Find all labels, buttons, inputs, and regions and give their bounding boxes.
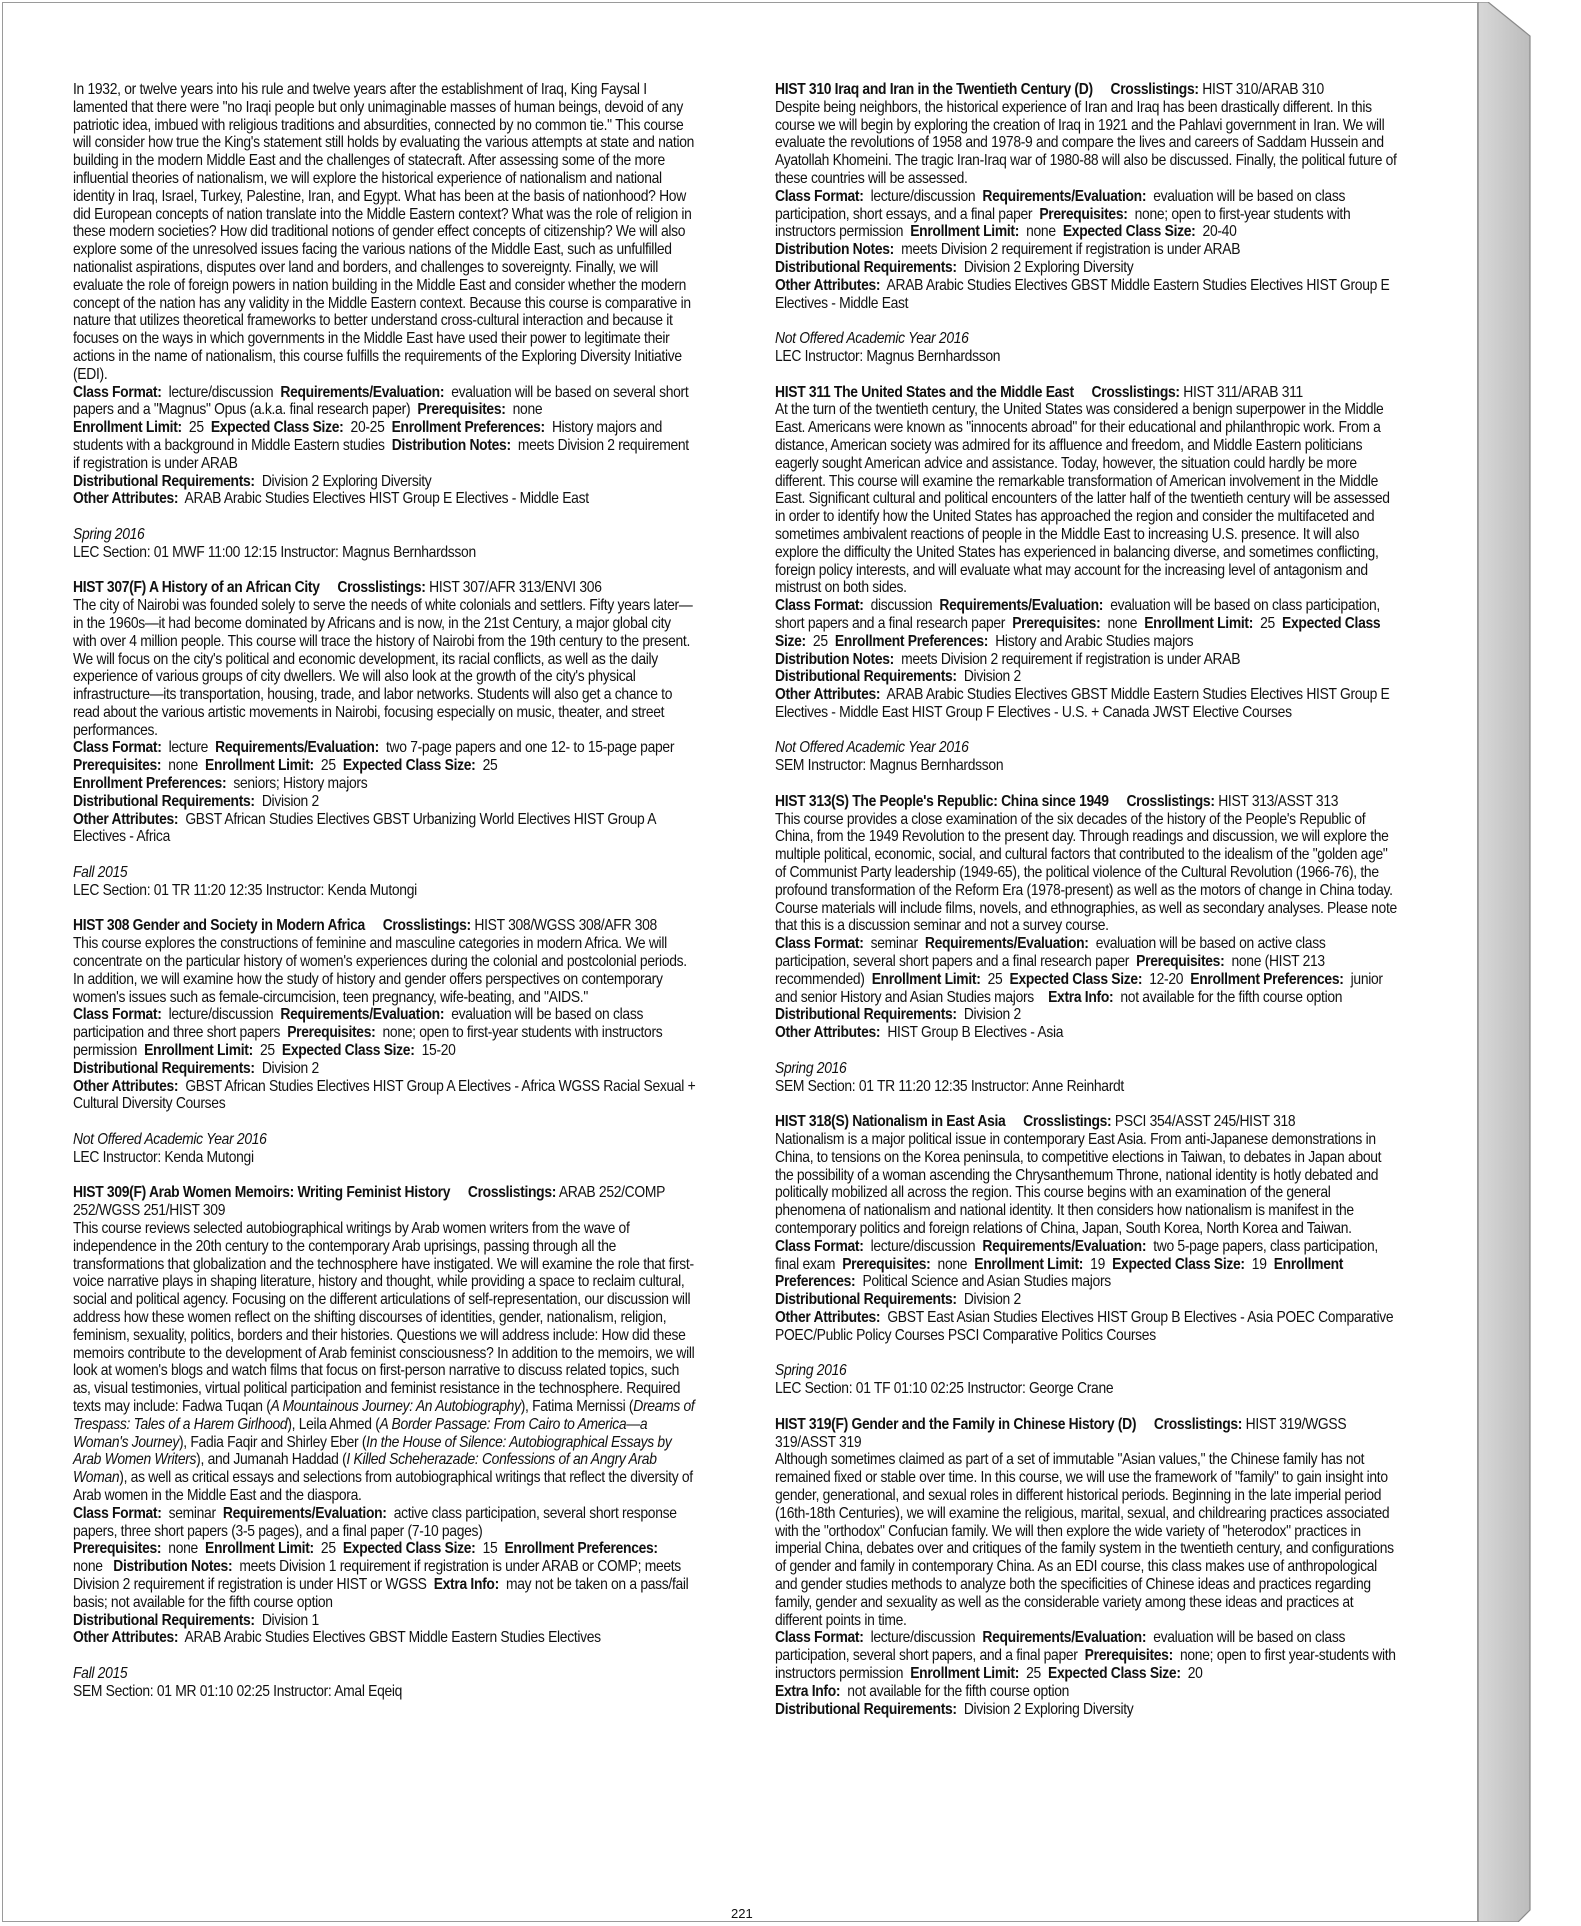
course-details: Class Format: lecture/discussion Requirements/Evaluation: evaluation will be based on several short papers and a "Magnus" Opus (a.k.a. final research paper) Prerequisites: none Enrollment Limit: 25 Expected Class Size: 20-25 Enrollment Preferences: History majors and students with a background in Middle Eastern studies Distribution Notes: meets Division 2 requirement if registration is under ARAB Distributional Requirements: Division 2 Exploring Diversity Other Attributes: ARAB Arabic Studies Electives HIST Group E Electives - Middle East bbox=[73, 383, 689, 508]
course-description: Although sometimes claimed as part of a set of immutable "Asian values," the Chinese family has not remained fixed or stable over time. In this course, we will use the framework of "family" to gain insight into gender, generational, and sexual roles in different historical periods. Beginning in the late imperial period (16th-18th Centuries), we will examine the religious, marital, sexual, and childrearing practices associated with the "orthodox" Confucian family. We will then explore the wide variety of "heterodox" practices in imperial China, debates over and critiques of the family system in the twentieth century, and configurations of gender and family in contemporary China. As an EDI course, this class makes use of anthropological and gender studies methods to analyze both the specificities of Chinese ideas and practices regarding family, gender and sexuality as well as the considerable variety among these ideas and practices at different points in time. bbox=[775, 1451, 1394, 1629]
term-label: Fall 2015 bbox=[73, 864, 128, 882]
term-label: Not Offered Academic Year 2016 bbox=[775, 739, 969, 757]
left-column bbox=[73, 81, 696, 1718]
section-info: SEM Instructor: Magnus Bernhardsson bbox=[775, 757, 1004, 775]
section-info: SEM Section: 01 TR 11:20 12:35 Instructor: Anne Reinhardt bbox=[775, 1077, 1124, 1095]
term-label: Spring 2016 bbox=[775, 1059, 847, 1077]
course-title: HIST 318(S) Nationalism in East Asia bbox=[775, 1113, 1006, 1131]
page-stack-edge bbox=[1478, 2, 1540, 1922]
course-title: HIST 307(F) A History of an African City bbox=[73, 579, 320, 597]
course-entry-hist318: HIST 318(S) Nationalism in East Asia Crosslistings: PSCI 354/ASST 245/HIST 318 Nationalism is a major political issue in contemporary East Asia. From anti-Japanese demonstrations in China, to tensions on the Korea peninsula, to competitive elections in Taiwan, to debates in Japan about the possibility of a woman ascending the Chrysanthemum Throne, national identity is hotly debated and politically mobilized all across the region. This course begins with an examination of the general phenomena of nationalism and national identity. It then considers how nationalism is manifest in the contemporary politics and foreign relations of China, Japan, South Korea, North Korea and Taiwan. Class Format: lecture/discussion Requirements/Evaluation: two 5-page papers, class participation, final exam Prerequisites: none Enrollment Limit: 19 Expected Class Size: 19 Enrollment Preferences: Political Science and Asian Studies majors Distributional Requirements: Division 2 Other Attributes: GBST East Asian Studies Electives HIST Group B Electives - Asia POEC Comparative POEC/Public Policy Courses PSCI Comparative Politics Courses bbox=[775, 1113, 1398, 1344]
course-description: Nationalism is a major political issue in contemporary East Asia. From anti-Japanese demonstrations in China, to tensions on the Korea peninsula, to competitive elections in Taiwan, to debates in Japan about the possibility of a woman ascending the Chrysanthemum Throne, national identity is hotly debated and politically mobilized all across the region. This course begins with an examination of the general phenomena of nationalism and national identity. It then considers how nationalism is manifest in the contemporary politics and foreign relations of China, Japan, South Korea, North Korea and Taiwan. bbox=[775, 1131, 1382, 1237]
course-schedule bbox=[73, 1131, 696, 1167]
course-schedule bbox=[775, 739, 1398, 775]
course-description: This course explores the constructions of feminine and masculine categories in modern Africa. We will concentrate on the particular history of women's experiences during the colonial and postcolonial periods. In addition, we will examine how the study of history and gender offers perspectives on contemporary women's issues such as female-circumcision, teen pregnancy, wife-beating, and "AIDS." bbox=[73, 935, 687, 1006]
course-entry-hist319: HIST 319(F) Gender and the Family in Chinese History (D) Crosslistings: HIST 319/WGSS 319/ASST 319 Although sometimes claimed as part of a set of immutable "Asian values," the Chinese family has not remained fixed or stable over time. In this course, we will use the framework of "family" to gain insight into gender, generational, and sexual roles in different historical periods. Beginning in the late imperial period (16th-18th Centuries), we will examine the religious, marital, sexual, and childrearing practices associated with the "orthodox" Confucian family. We will then explore the wide variety of "heterodox" practices in imperial China, debates over and critiques of the family system in the twentieth century, and configurations of gender and family in contemporary China. As an EDI course, this class makes use of anthropological and gender studies methods to analyze both the specificities of Chinese ideas and practices regarding family, gender and sexuality as well as the considerable variety among these ideas and practices at different points in time. Class Format: lecture/discussion Requirements/Evaluation: evaluation will be based on class participation, several short papers, and a final paper Prerequisites: none; open to first year-students with instructors permission Enrollment Limit: 25 Expected Class Size: 20 Extra Info: not available for the fifth course option Distributional Requirements: Division 2 Exploring Diversity bbox=[775, 1416, 1398, 1719]
course-schedule bbox=[73, 1665, 696, 1701]
course-entry-hist313: HIST 313(S) The People's Republic: China since 1949 Crosslistings: HIST 313/ASST 313 This course provides a close examination of the six decades of the history of the People's Republic of China, from the 1949 Revolution to the present day. Through readings and discussion, we will explore the multiple political, economic, social, and cultural factors that contributed to the idealism of the "golden age" of Communist Party leadership (1949-65), the political violence of the Cultural Revolution (1966-76), the profound transformation of the Reform Era (1978-present) as well as the motors of change in China today. Course materials will include films, novels, and ethnographies, as well as secondary analyses. Please note that this is a discussion seminar and not a survey course. Class Format: seminar Requirements/Evaluation: evaluation will be based on active class participation, several short papers and a final research paper Prerequisites: none (HIST 213 recommended) Enrollment Limit: 25 Expected Class Size: 12-20 Enrollment Preferences: junior and senior History and Asian Studies majors Extra Info: not available for the fifth course option Distributional Requirements: Division 2 Other Attributes: HIST Group B Electives - Asia bbox=[775, 792, 1397, 1042]
course-title: HIST 308 Gender and Society in Modern Africa bbox=[73, 917, 365, 935]
course-description: The city of Nairobi was founded solely to serve the needs of white colonials and settlers. Fifty years later—in the 1960s—it had become dominated by Africans and is now, in the 21st Century, a major global city with over 4 million people. This course will trace the history of Nairobi from the 19th century to the present. bbox=[73, 597, 693, 650]
course-title: HIST 309(F) Arab Women Memoirs: Writing Feminist History bbox=[73, 1184, 451, 1202]
course-entry-hist309: HIST 309(F) Arab Women Memoirs: Writing Feminist History Crosslistings: ARAB 252/COMP 252/WGSS 251/HIST 309 This course reviews selected autobiographical writings by Arab women writers from the wave of independence in the 20th century to the contemporary Arab uprisings, passing through all the transformations that globalization and the technosphere have instigated. We will examine the role that first-voice narrative plays in shaping literature, history and thought, while providing a space to reclaim cultural, social and political agency. Focusing on the different articulations of self-representation, our discussion will address how these women reflect on the shifting discourses of identities, gender, nationalism, religion, feminism, sexuality, politics, borders and their histories. Questions we will address include: How did these memoirs contribute to the development of Arab feminist consciousness? In addition to the memoirs, we will look at women's blogs and watch films that focus on first-person narrative to discuss related topics, such as, visual testimonies, virtual political participation and feminist resistance in the technosphere. Required texts may include: Fadwa Tuqan (A Mountainous Journey: An Autobiography), Fatima Mernissi (Dreams of Trespass: Tales of a Harem Girlhood), Leila Ahmed (A Border Passage: From Cairo to America—a Woman's Journey), Fadia Faqir and Shirley Eber (In the House of Silence: Autobiographical Essays by Arab Women Writers), and Jumanah Haddad (I Killed Scheherazade: Confessions of an Angry Arab Woman), as well as critical essays and selections from autobiographical writings that reflect the diversity of Arab women in the Middle East and the diaspora. Class Format: seminar Requirements/Evaluation: active class participation, several short response papers, three short papers (3-5 pages), and a final paper (7-10 pages) Prerequisites: none Enrollment Limit: 25 Expected Class Size: 15 Enrollment Preferences: none Distribution Notes: meets Division 1 requirement if registration is under ARAB or COMP; meets Division 2 requirement if registration is under HIST or WGSS Extra Info: may not be taken on a pass/fail basis; not available for the fifth course option Distributional Requirements: Division 1 Other Attributes: ARAB Arabic Studies Electives GBST Middle Eastern Studies Electives bbox=[73, 1184, 695, 1647]
term-label: Fall 2015 bbox=[73, 1664, 128, 1682]
section-info: LEC Instructor: Kenda Mutongi bbox=[73, 1148, 254, 1166]
section-info: LEC Section: 01 MWF 11:00 12:15 Instructor: Magnus Bernhardsson bbox=[73, 543, 476, 561]
term-label: Spring 2016 bbox=[775, 1362, 847, 1380]
right-column bbox=[775, 81, 1398, 1736]
term-label: Not Offered Academic Year 2016 bbox=[775, 330, 969, 348]
section-info: LEC Section: 01 TF 01:10 02:25 Instructor: George Crane bbox=[775, 1380, 1114, 1398]
page-number: 221 bbox=[731, 1906, 753, 1921]
course-title: HIST 319(F) Gender and the Family in Chinese History (D) bbox=[775, 1415, 1137, 1433]
course-entry-hist310: HIST 310 Iraq and Iran in the Twentieth Century (D) Crosslistings: HIST 310/ARAB 310 Despite being neighbors, the historical experience of Iran and Iraq has been drastically different. In this course we will begin by exploring the creation of Iraq in 1921 and the Pahlavi government in Iran. We will evaluate the revolutions of 1958 and 1978-9 and compare the lives and careers of Saddam Hussein and Ayatollah Khomeini. The tragic Iran-Iraq war of 1980-88 will also be discussed. Finally, the political future of these countries will be assessed. Class Format: lecture/discussion Requirements/Evaluation: evaluation will be based on class participation, short essays, and a final paper Prerequisites: none; open to first-year students with instructors permission Enrollment Limit: none Expected Class Size: 20-40 Distribution Notes: meets Division 2 requirement if registration is under ARAB Distributional Requirements: Division 2 Exploring Diversity Other Attributes: ARAB Arabic Studies Electives GBST Middle Eastern Studies Electives HIST Group E Electives - Middle East bbox=[775, 81, 1397, 312]
course-title: HIST 311 The United States and the Middle East bbox=[775, 383, 1074, 401]
course-entry-hist311: HIST 311 The United States and the Middle East Crosslistings: HIST 311/ARAB 311 At the turn of the twentieth century, the United States was considered a benign superpower in the Middle East. Americans were known as "innocents abroad" for their educational and philanthropic work. From a distance, American society was admired for its affluence and freedom, and Middle Eastern politicians eagerly sought American advice and assistance. Today, however, the situation could hardly be more different. This course will examine the remarkable transformation of American involvement in the Middle East. Significant cultural and political encounters of the latter half of the twentieth century will be assessed in order to identify how the United States has approached the region and consider the multifaceted and sometimes ambivalent reactions of people in the Middle East to increasing U.S. presence. It will also explore the difficulty the United States has experienced in balancing diverse, and sometimes conflicting, foreign policy interests, and will evaluate what may account for the increasing level of antagonism and mistrust on both sides. Class Format: discussion Requirements/Evaluation: evaluation will be based on class participation, short papers and a final research paper Prerequisites: none Enrollment Limit: 25 Expected Class Size: 25 Enrollment Preferences: History and Arabic Studies majors Distribution Notes: meets Division 2 requirement if registration is under ARAB Distributional Requirements: Division 2 Other Attributes: ARAB Arabic Studies Electives GBST Middle Eastern Studies Electives HIST Group E Electives - Middle East HIST Group F Electives - U.S. + Canada JWST Elective Courses bbox=[775, 384, 1398, 722]
crosslistings: HIST 308/WGSS 308/AFR 308 bbox=[474, 917, 657, 935]
course-entry-continued bbox=[73, 81, 696, 508]
course-details: Class Format: lecture Requirements/Evaluation: two 7-page papers and one 12- to 15-page paper Prerequisites: none Enrollment Limit: 25 Expected Class Size: 25 Enrollment Preferences: seniors; History majors Distributional Requirements: Division 2 Other Attributes: GBST African Studies Electives GBST Urbanizing World Electives HIST Group A Electives - Africa bbox=[73, 739, 675, 846]
crosslistings: HIST 313/ASST 313 bbox=[1218, 792, 1339, 810]
course-description: In 1932, or twelve years into his rule and twelve years after the establishment of Iraq, King Faysal I lamented that there were "no Iraqi people but only unimaginable masses of human beings, devoid of any patriotic idea, imbued with religious traditions and absurdities, connected by no common tie." This course will consider how true the King's statement still holds by evaluating the various attempts at state and nation building in the modern Middle East and the challenges of statecraft. After assessing some of the more influential theories of nationalism, we will explore the historical experience of nationalism and national identity in Iraq, Israel, Turkey, Palestine, Iran, and Egypt. What has been at the basis of nationhood? How did European concepts of nation translate into the Middle Eastern context? What was the role of religion in these modern societies? How did traditional notions of gender effect concepts of citizenship? We will also explore some of the unresolved issues facing the various nations of the Middle East, such as unfulfilled nationalist aspirations, disputes over land and borders, and challenges to sovereignty. Finally, we will evaluate the role of foreign powers in nation building in the Middle East and consider whether the modern concept of the nation has any validity in the Middle Eastern context. Because this course is comparative in nature that utilizes theoretical frameworks to better understand cross-cultural interaction and because it focuses on the ways in which governments in the Middle East have used their power to legitimate their actions in the name of nationalism, this course fulfills the requirements of the Exploring Diversity Initiative (EDI). bbox=[73, 81, 695, 383]
term-label: Not Offered Academic Year 2016 bbox=[73, 1131, 267, 1149]
crosslistings: PSCI 354/ASST 245/HIST 318 bbox=[1114, 1113, 1296, 1131]
course-schedule bbox=[775, 1060, 1398, 1096]
course-description: This course provides a close examination of the six decades of the history of the People's Republic of China, from the 1949 Revolution to the present day. Through readings and discussion, we will explore the multiple political, economic, social, and cultural factors that contributed to the idealism of the "golden age" of Communist Party leadership (1949-65), the political violence of the Cultural Revolution (1966-76), the profound transformation of the Reform Era (1978-present) as well as the motors of change in China today. Course materials will include films, novels, and ethnographies, as well as secondary analyses. Please note that this is a discussion seminar and not a survey course. bbox=[775, 810, 1397, 935]
crosslistings: ARAB 252/COMP 252/WGSS 251/HIST 309 bbox=[73, 1184, 665, 1220]
section-info: LEC Instructor: Magnus Bernhardsson bbox=[775, 347, 1001, 365]
course-description: We will focus on the city's political and economic development, its racial conflicts, as well as the daily experience of various groups of city dwellers. We will also look at the growth of the city's physical infrastructure—its transportation, housing, trade, and labor networks. Students will also get a chance to read about the various artistic movements in Nairobi, focusing especially on music, theater, and street performances. bbox=[73, 650, 673, 739]
course-description: Despite being neighbors, the historical experience of Iran and Iraq has been drastically different. In this course we will begin by exploring the creation of Iraq in 1921 and the Pahlavi government in Iran. We will evaluate the revolutions of 1958 and 1978-9 and compare the lives and careers of Saddam Hussein and Ayatollah Khomeini. The tragic Iran-Iraq war of 1980-88 will also be discussed. Finally, the political future of these countries will be assessed. bbox=[775, 98, 1397, 187]
course-details: Class Format: lecture/discussion Requirements/Evaluation: evaluation will be based on class participation, several short papers, and a final paper Prerequisites: none; open to first year-students with instructors permission Enrollment Limit: 25 Expected Class Size: 20 Extra Info: not available for the fifth course option Distributional Requirements: Division 2 Exploring Diversity bbox=[775, 1629, 1396, 1718]
term-label: Spring 2016 bbox=[73, 525, 145, 543]
course-description: At the turn of the twentieth century, the United States was considered a benign superpower in the Middle East. Americans were known as "innocents abroad" for their educational and philanthropic work. From a distance, American society was admired for its affluence and freedom, and Middle Eastern politicians eagerly sought American advice and assistance. Today, however, the situation could hardly be more different. This course will examine the remarkable transformation of American involvement in the Middle East. Significant cultural and political encounters of the latter half of the twentieth century will be assessed in order to identify how the United States has approached the region and consider the multifaceted and sometimes ambivalent reactions of people in the Middle East to increasing U.S. presence. It will also explore the difficulty the United States has experienced in balancing diverse, and sometimes conflicting, foreign policy interests, and will evaluate what may account for the increasing level of antagonism and mistrust on both sides. bbox=[775, 401, 1390, 597]
crosslistings: HIST 310/ARAB 310 bbox=[1202, 81, 1324, 98]
course-title: HIST 310 Iraq and Iran in the Twentieth Century (D) bbox=[775, 81, 1093, 98]
crosslistings: HIST 319/WGSS 319/ASST 319 bbox=[775, 1415, 1347, 1451]
course-title: HIST 313(S) The People's Republic: China since 1949 bbox=[775, 792, 1109, 810]
course-details: Class Format: lecture/discussion Requirements/Evaluation: two 5-page papers, class participation, final exam Prerequisites: none Enrollment Limit: 19 Expected Class Size: 19 Enrollment Preferences: Political Science and Asian Studies majors Distributional Requirements: Division 2 Other Attributes: GBST East Asian Studies Electives HIST Group B Electives - Asia POEC Comparative POEC/Public Policy Courses PSCI Comparative Politics Courses bbox=[775, 1237, 1394, 1344]
course-schedule bbox=[775, 1362, 1398, 1398]
course-entry-hist308: HIST 308 Gender and Society in Modern Africa Crosslistings: HIST 308/WGSS 308/AFR 308 This course explores the constructions of feminine and masculine categories in modern Africa. We will concentrate on the particular history of women's experiences during the colonial and postcolonial periods. In addition, we will examine how the study of history and gender offers perspectives on contemporary women's issues such as female-circumcision, teen pregnancy, wife-beating, and "AIDS." Class Format: lecture/discussion Requirements/Evaluation: evaluation will be based on class participation and three short papers Prerequisites: none; open to first-year students with instructors permission Enrollment Limit: 25 Expected Class Size: 15-20 Distributional Requirements: Division 2 Other Attributes: GBST African Studies Electives HIST Group A Electives - Africa WGSS Racial Sexual + Cultural Diversity Courses bbox=[73, 917, 696, 1113]
crosslistings: HIST 311/ARAB 311 bbox=[1183, 383, 1303, 401]
section-info: SEM Section: 01 MR 01:10 02:25 Instructor: Amal Eqeiq bbox=[73, 1682, 403, 1700]
course-schedule bbox=[775, 330, 1398, 366]
crosslistings: HIST 307/AFR 313/ENVI 306 bbox=[429, 579, 602, 597]
course-details: Class Format: seminar Requirements/Evaluation: evaluation will be based on active class participation, several short papers and a final research paper Prerequisites: none (HIST 213 recommended) Enrollment Limit: 25 Expected Class Size: 12-20 Enrollment Preferences: junior and senior History and Asian Studies majors Extra Info: not available for the fifth course option Distributional Requirements: Division 2 Other Attributes: HIST Group B Electives - Asia bbox=[775, 935, 1383, 1042]
course-schedule bbox=[73, 526, 696, 562]
course-details: Class Format: discussion Requirements/Evaluation: evaluation will be based on class participation, short papers and a final research paper Prerequisites: none Enrollment Limit: 25 Expected Class Size: 25 Enrollment Preferences: History and Arabic Studies majors Distribution Notes: meets Division 2 requirement if registration is under ARAB Distributional Requirements: Division 2 Other Attributes: ARAB Arabic Studies Electives GBST Middle Eastern Studies Electives HIST Group E Electives - Middle East HIST Group F Electives - U.S. + Canada JWST Elective Courses bbox=[775, 597, 1390, 721]
catalog-page bbox=[2, 2, 1478, 1922]
course-description: This course reviews selected autobiographical writings by Arab women writers from the wave of independence in the 20th century to the contemporary Arab uprisings, passing through all the transformations that globalization and the technosphere have instigated. We will examine the role that first-voice narrative plays in shaping literature, history and thought, while providing a space to reclaim cultural, social and political agency. Focusing on the different articulations of self-representation, our discussion will address how these women reflect on the shifting discourses of identities, gender, nationalism, religion, feminism, sexuality, politics, borders and their histories. Questions we will address include: How did these memoirs contribute to the development of Arab feminist consciousness? In addition to the memoirs, we will look at women's blogs and watch films that focus on first-person narrative to discuss related topics, such as, visual testimonies, virtual political participation and feminist resistance in the technosphere. Required texts may include: Fadwa Tuqan (A Mountainous Journey: An Autobiography), Fatima Mernissi (Dreams of Trespass: Tales of a Harem Girlhood), Leila Ahmed (A Border Passage: From Cairo to America—a Woman's Journey), Fadia Faqir and Shirley Eber (In the House of Silence: Autobiographical Essays by Arab Women Writers), and Jumanah Haddad (I Killed Scheherazade: Confessions of an Angry Arab Woman), as well as critical essays and selections from autobiographical writings that reflect the diversity of Arab women in the Middle East and the diaspora. bbox=[73, 1220, 695, 1504]
section-info: LEC Section: 01 TR 11:20 12:35 Instructor: Kenda Mutongi bbox=[73, 881, 417, 899]
course-details: Class Format: lecture/discussion Requirements/Evaluation: evaluation will be based on class participation, short essays, and a final paper Prerequisites: none; open to first-year students with instructors permission Enrollment Limit: none Expected Class Size: 20-40 Distribution Notes: meets Division 2 requirement if registration is under ARAB Distributional Requirements: Division 2 Exploring Diversity Other Attributes: ARAB Arabic Studies Electives GBST Middle Eastern Studies Electives HIST Group E Electives - Middle East bbox=[775, 187, 1390, 312]
course-details: Class Format: lecture/discussion Requirements/Evaluation: evaluation will be based on class participation and three short papers Prerequisites: none; open to first-year students with instructors permission Enrollment Limit: 25 Expected Class Size: 15-20 Distributional Requirements: Division 2 Other Attributes: GBST African Studies Electives HIST Group A Electives - Africa WGSS Racial Sexual + Cultural Diversity Courses bbox=[73, 1006, 696, 1113]
course-entry-hist307: HIST 307(F) A History of an African City Crosslistings: HIST 307/AFR 313/ENVI 306 The city of Nairobi was founded solely to serve the needs of white colonials and settlers. Fifty years later—in the 1960s—it had become dominated by Africans and is now, in the 21st Century, a major global city with over 4 million people. This course will trace the history of Nairobi from the 19th century to the present. We will focus on the city's political and economic development, its racial conflicts, as well as the daily experience of various groups of city dwellers. We will also look at the growth of the city's physical infrastructure—its transportation, housing, trade, and labor networks. Students will also get a chance to read about the various artistic movements in Nairobi, focusing especially on music, theater, and street performances. Class Format: lecture Requirements/Evaluation: two 7-page papers and one 12- to 15-page paper Prerequisites: none Enrollment Limit: 25 Expected Class Size: 25 Enrollment Preferences: seniors; History majors Distributional Requirements: Division 2 Other Attributes: GBST African Studies Electives GBST Urbanizing World Electives HIST Group A Electives - Africa bbox=[73, 579, 696, 846]
course-schedule bbox=[73, 864, 696, 900]
course-details: Class Format: seminar Requirements/Evaluation: active class participation, several short response papers, three short papers (3-5 pages), and a final paper (7-10 pages) Prerequisites: none Enrollment Limit: 25 Expected Class Size: 15 Enrollment Preferences: none Distribution Notes: meets Division 1 requirement if registration is under ARAB or COMP; meets Division 2 requirement if registration is under HIST or WGSS Extra Info: may not be taken on a pass/fail basis; not available for the fifth course option Distributional Requirements: Division 1 Other Attributes: ARAB Arabic Studies Electives GBST Middle Eastern Studies Electives bbox=[73, 1504, 689, 1647]
